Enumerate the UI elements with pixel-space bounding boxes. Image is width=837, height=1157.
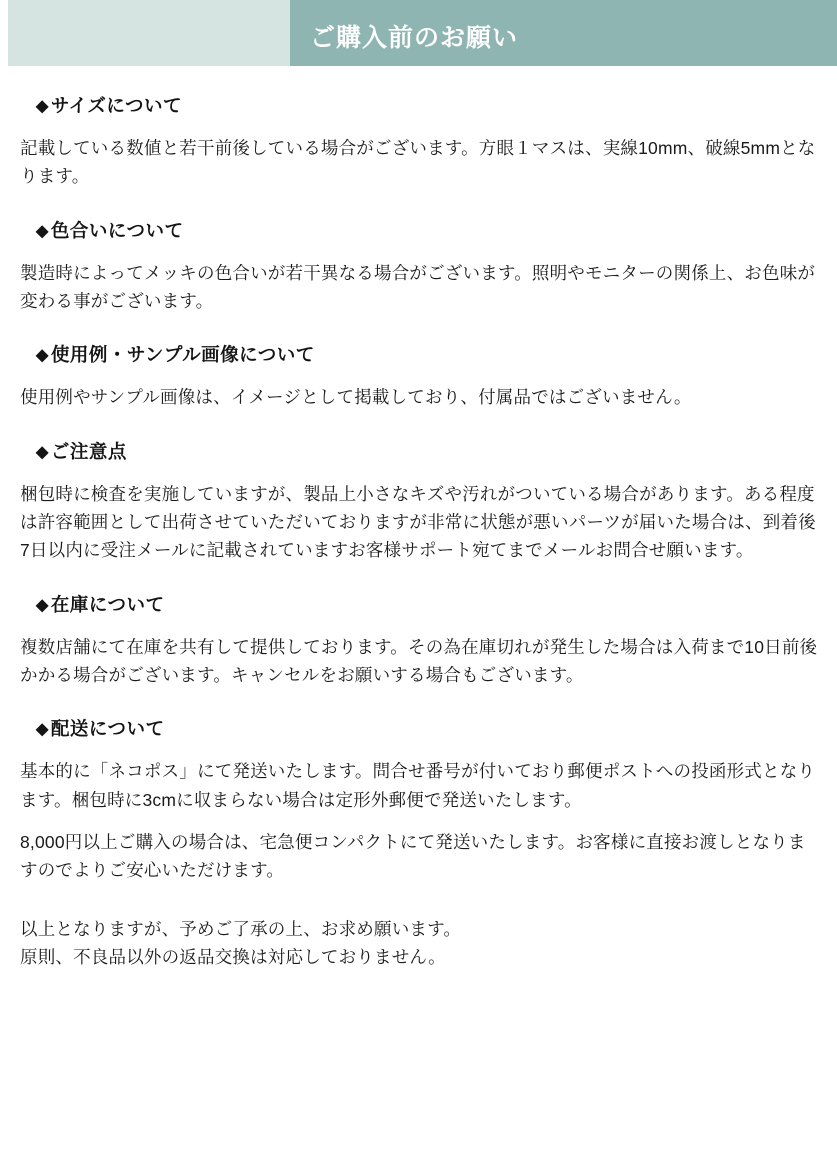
section-heading-size	[36, 92, 819, 118]
closing-line-1: 以上となりますが、予めご了承の上、お求め願います。	[20, 918, 462, 939]
section-heading-shipping-text: 配送について	[50, 718, 165, 740]
section-sample-images	[18, 341, 819, 411]
section-body-shipping: 基本的に「ネコポス」にて発送いたします。問合せ番号が付いており郵便ポストへの投函形式となります。梱包時に3cmに収まらない場合は定形外郵便で発送いたします。	[20, 761, 816, 810]
diamond-bullet-icon: ◆	[36, 222, 49, 240]
section-body-stock: 複数店舗にて在庫を共有して提供しております。その為在庫切れが発生した場合は入荷まで10日前後かかる場合がございます。キャンセルをお願いする場合もございます。	[20, 636, 818, 686]
section-heading-stock-text: 在庫について	[50, 593, 165, 615]
section-heading-sample-images	[36, 341, 819, 367]
closing-note	[20, 915, 819, 972]
section-heading-stock	[36, 591, 819, 617]
section-heading-shipping	[36, 715, 819, 741]
section-heading-color-text: 色合いについて	[50, 219, 184, 241]
section-shipping	[18, 715, 819, 884]
closing-line-2: 原則、不良品以外の返品交換は対応しておりません。	[20, 947, 446, 968]
section-heading-notes	[36, 438, 819, 464]
section-heading-size-text: サイズについて	[50, 95, 182, 116]
section-body-color: 製造時によってメッキの色合いが若干異なる場合がございます。照明やモニターの関係上、お色味が変わる事がございます。	[20, 262, 816, 312]
diamond-bullet-icon: ◆	[36, 347, 49, 365]
header-strip-left	[8, 0, 290, 66]
section-heading-notes-text: ご注意点	[50, 440, 127, 462]
section-body-notes: 梱包時に検査を実施していますが、製品上小さなキズや汚れがついている場合があります。ある程度は許容範囲として出荷させていただいておりますが非常に状態が悪いパーツが届いた場合は、到着後7日以内に受注メールに記載されていますお客様サポート宛てまでメールお問合せ願います。	[20, 483, 816, 561]
diamond-bullet-icon: ◆	[36, 98, 49, 115]
section-heading-color	[36, 217, 819, 243]
section-body-shipping-secondary: 8,000円以上ご購入の場合は、宅急便コンパクトにて発送いたします。お客様に直接お渡しとなりますのでよりご安心いただけます。	[20, 832, 806, 881]
section-notes	[18, 438, 819, 565]
section-stock	[18, 591, 819, 690]
diamond-bullet-icon: ◆	[36, 443, 49, 461]
section-body-size: 記載している数値と若干前後している場合がございます。方眼１マスは、実線10mm、破線5mmとなります。	[20, 138, 816, 187]
section-color	[18, 217, 819, 316]
diamond-bullet-icon: ◆	[36, 596, 49, 614]
section-body-sample-images: 使用例やサンプル画像は、イメージとして掲載しており、付属品ではございません。	[20, 387, 692, 408]
content-area	[0, 66, 837, 972]
diamond-bullet-icon: ◆	[36, 721, 49, 739]
section-size	[18, 92, 819, 191]
page-title: ご購入前のお願い	[310, 24, 519, 52]
section-heading-sample-images-text: 使用例・サンプル画像について	[50, 344, 315, 366]
